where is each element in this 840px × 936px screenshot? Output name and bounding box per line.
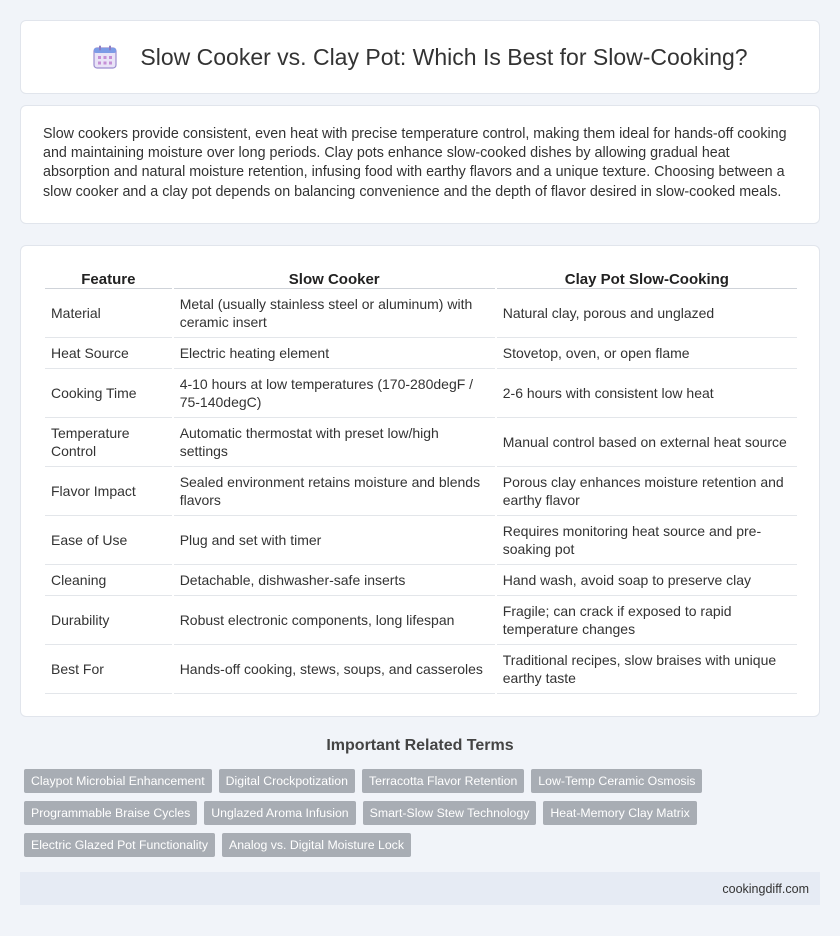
table-row	[45, 369, 797, 418]
table-row	[45, 565, 797, 596]
clay-pot-cell: Requires monitoring heat source and pre-soaking pot	[497, 516, 797, 565]
related-tag[interactable]: Unglazed Aroma Infusion	[204, 801, 355, 825]
related-tag[interactable]: Low-Temp Ceramic Osmosis	[531, 769, 702, 793]
feature-cell: Flavor Impact	[45, 467, 172, 516]
footer-site-link[interactable]: cookingdiff.com	[722, 881, 809, 896]
clay-pot-cell: 2-6 hours with consistent low heat	[497, 369, 797, 418]
slow-cooker-cell: Detachable, dishwasher-safe inserts	[174, 565, 495, 596]
table-header-row	[45, 268, 797, 289]
tag-row	[24, 833, 824, 857]
table-row	[45, 338, 797, 369]
slow-cooker-cell: Electric heating element	[174, 338, 495, 369]
table-row	[45, 289, 797, 338]
feature-cell: Cleaning	[45, 565, 172, 596]
intro-paragraph: Slow cookers provide consistent, even heat with precise temperature control, making them ideal for hands-off cooking and maintaining moisture over long periods. Clay pots enhance slow-cooked dishes by allowing gradual heat absorption and natural moisture retention, infusing food with earthy flavors and a unique texture. Choosing between a slow cooker and a clay pot depends on balancing convenience and the depth of flavor desired in slow-cooked meals.	[43, 126, 787, 200]
clay-pot-cell: Natural clay, porous and unglazed	[497, 289, 797, 338]
related-tag[interactable]: Electric Glazed Pot Functionality	[24, 833, 215, 857]
page-title: Slow Cooker vs. Clay Pot: Which Is Best for Slow-Cooking?	[140, 43, 748, 70]
slow-cooker-cell: Automatic thermostat with preset low/high settings	[174, 418, 495, 467]
tag-row	[24, 801, 824, 825]
related-tag[interactable]: Analog vs. Digital Moisture Lock	[222, 833, 411, 857]
related-tag[interactable]: Smart-Slow Stew Technology	[363, 801, 537, 825]
feature-cell: Best For	[45, 645, 172, 694]
related-tag[interactable]: Programmable Braise Cycles	[24, 801, 197, 825]
slow-cooker-cell: 4-10 hours at low temperatures (170-280degF / 75-140degC)	[174, 369, 495, 418]
comparison-card	[20, 245, 820, 717]
feature-cell: Temperature Control	[45, 418, 172, 467]
footer	[20, 872, 820, 905]
table-row	[45, 645, 797, 694]
header-slow-cooker: Slow Cooker	[174, 268, 495, 289]
slow-cooker-cell: Sealed environment retains moisture and blends flavors	[174, 467, 495, 516]
clay-pot-cell: Fragile; can crack if exposed to rapid temperature changes	[497, 596, 797, 645]
table-row	[45, 596, 797, 645]
table-row	[45, 467, 797, 516]
related-tag[interactable]: Terracotta Flavor Retention	[362, 769, 524, 793]
calendar-icon	[92, 44, 118, 70]
table-row	[45, 418, 797, 467]
comparison-table	[43, 268, 799, 694]
header-clay-pot: Clay Pot Slow-Cooking	[497, 268, 797, 289]
related-terms-title: Important Related Terms	[326, 737, 514, 754]
clay-pot-cell: Porous clay enhances moisture retention and earthy flavor	[497, 467, 797, 516]
slow-cooker-cell: Metal (usually stainless steel or aluminum) with ceramic insert	[174, 289, 495, 338]
slow-cooker-cell: Hands-off cooking, stews, soups, and casseroles	[174, 645, 495, 694]
tag-row	[24, 769, 824, 793]
related-tag[interactable]: Digital Crockpotization	[219, 769, 355, 793]
title-card	[20, 20, 820, 94]
slow-cooker-cell: Plug and set with timer	[174, 516, 495, 565]
feature-cell: Heat Source	[45, 338, 172, 369]
slow-cooker-cell: Robust electronic components, long lifespan	[174, 596, 495, 645]
feature-cell: Cooking Time	[45, 369, 172, 418]
clay-pot-cell: Stovetop, oven, or open flame	[497, 338, 797, 369]
related-tag[interactable]: Claypot Microbial Enhancement	[24, 769, 212, 793]
related-tag[interactable]: Heat-Memory Clay Matrix	[543, 801, 696, 825]
related-terms	[24, 769, 824, 865]
clay-pot-cell: Manual control based on external heat source	[497, 418, 797, 467]
intro-card	[20, 105, 820, 224]
feature-cell: Ease of Use	[45, 516, 172, 565]
feature-cell: Material	[45, 289, 172, 338]
clay-pot-cell: Hand wash, avoid soap to preserve clay	[497, 565, 797, 596]
header-feature: Feature	[45, 268, 172, 289]
feature-cell: Durability	[45, 596, 172, 645]
table-row	[45, 516, 797, 565]
clay-pot-cell: Traditional recipes, slow braises with unique earthy taste	[497, 645, 797, 694]
